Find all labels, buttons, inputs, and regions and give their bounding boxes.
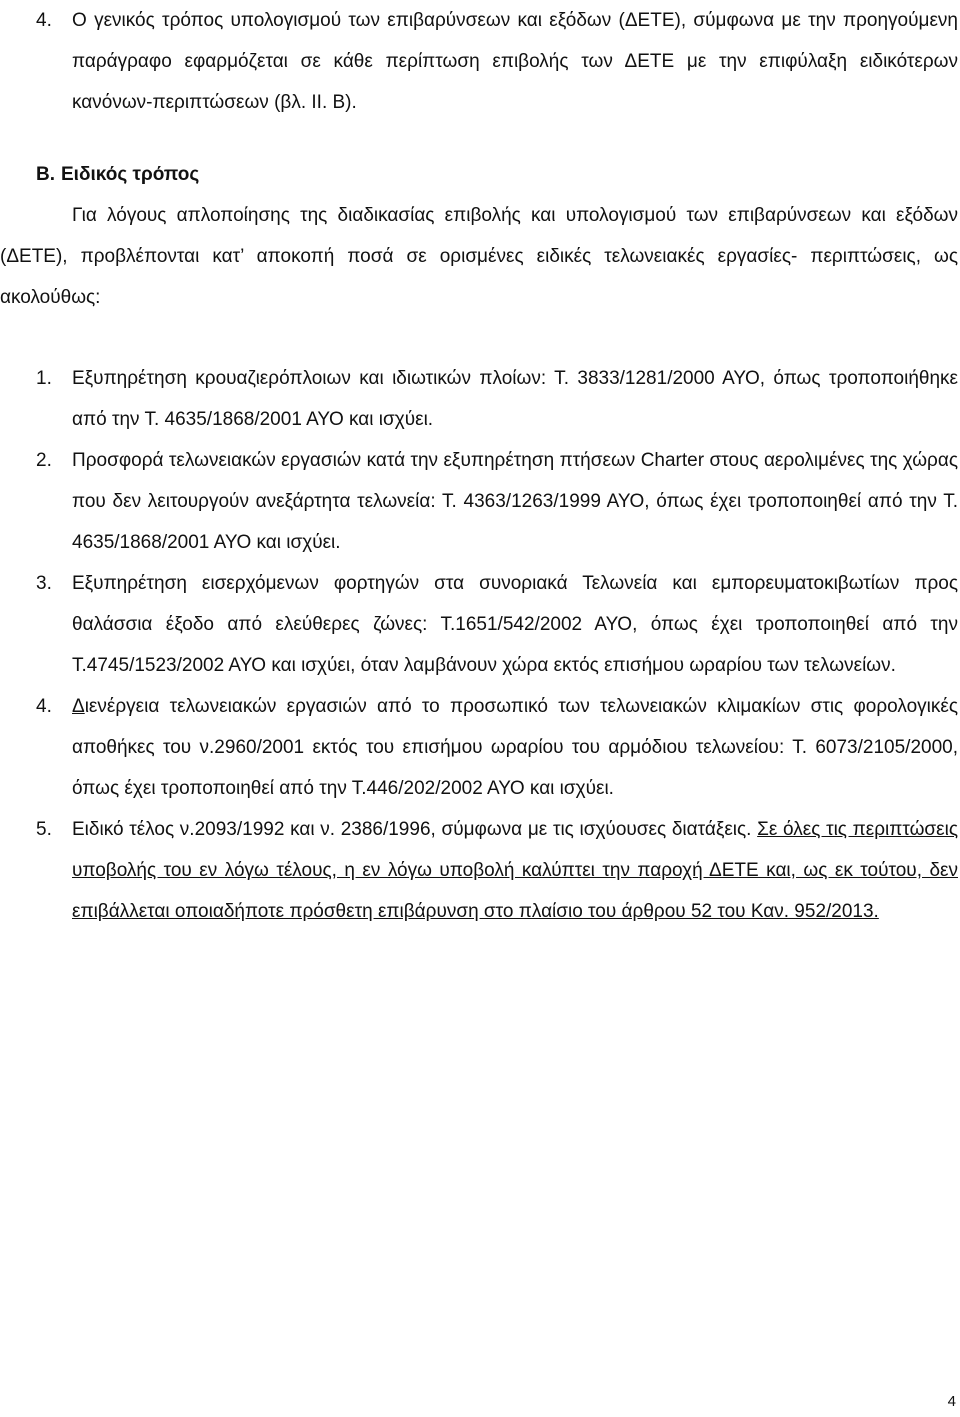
intro-paragraph: Για λόγους απλοποίησης της διαδικασίας επιβολής και υπολογισμού των επιβαρύνσεων και εξόδων (ΔΕΤΕ), προβλέπονται κατ’ αποκοπή ποσά σε ορισμένες ειδικές τελωνειακές εργασίες- περιπτώσεις, ως ακολούθως: <box>0 205 958 308</box>
list-item <box>0 440 958 563</box>
item-number: 1. <box>36 368 52 389</box>
section-b-intro <box>0 195 958 318</box>
item-number: 5. <box>36 819 52 840</box>
list-item <box>0 358 958 440</box>
section-b-items <box>0 358 958 932</box>
item-text-wrapper <box>72 686 958 809</box>
item-number: 3. <box>36 573 52 594</box>
page-number: 4 <box>947 1393 956 1410</box>
item-text: Ειδικό τέλος ν.2093/1992 και ν. 2386/1996, σύμφωνα με τις ισχύουσες διατάξεις. <box>72 819 752 840</box>
item-text-wrapper <box>72 809 958 932</box>
item-text: Εξυπηρέτηση εισερχόμενων φορτηγών στα συνοριακά Τελωνεία και εμπορευματοκιβωτίων προς θαλάσσια έξοδο από ελεύθερες ζώνες: Τ.1651/542/2002 ΑΥΟ, όπως έχει τροποποιηθεί από την Τ.4745/1523/2002 ΑΥΟ και ισχύει, όταν λαμβάνουν χώρα εκτός επισήμου ωραρίου των τελωνείων. <box>72 573 958 676</box>
list-item <box>0 686 958 809</box>
section-b-heading <box>0 154 958 195</box>
section-title: Ειδικός τρόπος <box>61 164 200 185</box>
item-text: Προσφορά τελωνειακών εργασιών κατά την εξυπηρέτηση πτήσεων Charter στους αερολιμένες της χώρας που δεν λειτουργούν ανεξάρτητα τελωνεία: Τ. 4363/1263/1999 ΑΥΟ, όπως έχει τροποποιηθεί από την Τ. 4635/1868/2001 ΑΥΟ και ισχύει. <box>72 450 958 553</box>
section-label: Β. <box>36 164 55 185</box>
item-text-underlined: Σε όλες τις περιπτώσεις υποβολής του εν λόγω τέλους, η εν λόγω υποβολή καλύπτει την παροχή ΔΕΤΕ και, ως εκ τούτου, δεν επιβάλλεται οποιαδήποτε πρόσθετη επιβάρυνση στο πλαίσιο του άρθρου 52 του Καν. 952/2013. <box>72 819 958 922</box>
item-text-underlined: Δ <box>72 696 85 717</box>
item-text: ιενέργεια τελωνειακών εργασιών από το προσωπικό των τελωνειακών κλιμακίων στις φορολογικές αποθήκες του ν.2960/2001 εκτός του επισήμου ωραρίου του αρμόδιου τελωνείου: Τ. 6073/2105/2000, όπως έχει τροποποιηθεί από την Τ.446/202/2002 ΑΥΟ και ισχύει. <box>72 696 958 799</box>
item-number: 4. <box>36 696 52 717</box>
item-4-general-method <box>0 0 958 123</box>
item-number: 2. <box>36 450 52 471</box>
item-text: Ο γενικός τρόπος υπολογισμού των επιβαρύνσεων και εξόδων (ΔΕΤΕ), σύμφωνα με την προηγούμενη παράγραφο εφαρμόζεται σε κάθε περίπτωση επιβολής των ΔΕΤΕ με την επιφύλαξη ειδικότερων κανόνων-περιπτώσεων (βλ. ΙΙ. Β). <box>72 10 958 113</box>
list-item <box>0 809 958 932</box>
list-item <box>0 563 958 686</box>
item-number: 4. <box>36 10 52 31</box>
item-text: Εξυπηρέτηση κρουαζιερόπλοιων και ιδιωτικών πλοίων: Τ. 3833/1281/2000 ΑΥΟ, όπως τροποποιήθηκε από την Τ. 4635/1868/2001 ΑΥΟ και ισχύει. <box>72 368 958 430</box>
